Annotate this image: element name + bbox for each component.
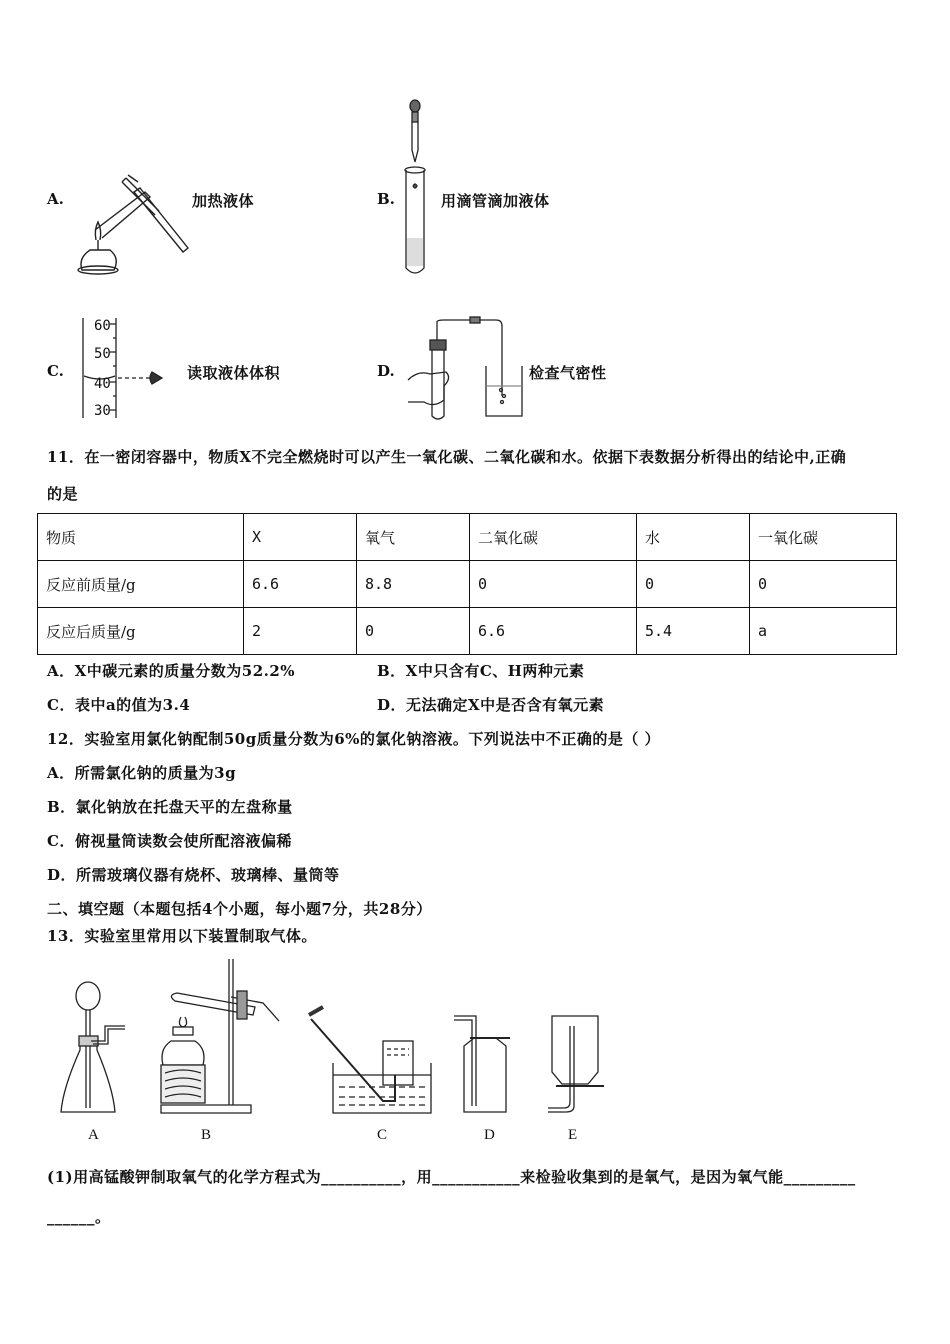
- apparatus-d-gas-bottle: [450, 1012, 520, 1117]
- cylinder-tick-40: 40: [94, 376, 111, 392]
- cylinder-tick-50: 50: [94, 346, 111, 362]
- apparatus-label-a: A: [88, 1127, 99, 1143]
- q11-option-d: D．无法确定X中是否含有氧元素: [377, 696, 605, 714]
- apparatus-a-flask: [55, 978, 135, 1118]
- table-header-row: [38, 514, 897, 561]
- table-header-cell: X: [244, 514, 357, 561]
- option-a-text: 加热液体: [192, 192, 255, 210]
- table-cell: 反应后质量/g: [38, 608, 244, 655]
- q13-part1-line2: ______。: [47, 1208, 111, 1226]
- table-header-cell: 物质: [38, 514, 244, 561]
- q13-part1-line1: (1)用高锰酸钾制取氧气的化学方程式为__________，用___________来检验收集到的是氧气，是因为氧气能_________: [47, 1168, 856, 1186]
- q11-option-b: B．X中只含有C、H两种元素: [377, 662, 585, 680]
- table-cell: 2: [244, 608, 357, 655]
- q12-option-d: D．所需玻璃仪器有烧杯、玻璃棒、量筒等: [47, 866, 340, 884]
- graduated-cylinder-illustration: [78, 316, 178, 420]
- table-row: [38, 561, 897, 608]
- mass-data-table: [37, 513, 897, 655]
- q12-option-c: C．俯视量筒读数会使所配溶液偏稀: [47, 832, 292, 850]
- heating-liquid-illustration: [70, 170, 195, 280]
- table-cell: 0: [637, 561, 750, 608]
- apparatus-e-inverted-bottle: [542, 1012, 612, 1117]
- dropper-test-tube-illustration: [398, 98, 438, 278]
- option-b-letter: B.: [377, 190, 395, 208]
- table-header-cell: 二氧化碳: [470, 514, 637, 561]
- option-a-letter: A.: [47, 190, 64, 208]
- cylinder-tick-60: 60: [94, 318, 111, 334]
- option-c-letter: C.: [47, 362, 64, 380]
- table-header-cell: 一氧化碳: [750, 514, 897, 561]
- option-d-text: 检查气密性: [529, 364, 607, 382]
- cylinder-tick-30: 30: [94, 403, 111, 419]
- table-cell: 0: [470, 561, 637, 608]
- table-cell: 6.6: [244, 561, 357, 608]
- q11-stem-line2: 的是: [47, 485, 79, 503]
- table-cell: 8.8: [357, 561, 470, 608]
- q11-stem-line1: 11．在一密闭容器中，物质X不完全燃烧时可以产生一氧化碳、二氧化碳和水。依据下表数据分析得出的结论中,正确: [47, 448, 847, 466]
- table-cell: 0: [357, 608, 470, 655]
- apparatus-label-c: C: [377, 1127, 388, 1143]
- table-cell: 0: [750, 561, 897, 608]
- option-b-text: 用滴管滴加液体: [441, 192, 550, 210]
- apparatus-b-heating: [155, 955, 285, 1117]
- table-header-cell: 水: [637, 514, 750, 561]
- table-cell: a: [750, 608, 897, 655]
- apparatus-label-d: D: [484, 1127, 495, 1143]
- table-cell: 反应前质量/g: [38, 561, 244, 608]
- airtightness-check-illustration: [404, 316, 529, 422]
- table-cell: 5.4: [637, 608, 750, 655]
- q12-option-a: A．所需氯化钠的质量为3g: [47, 764, 237, 782]
- apparatus-c-water-trough: [303, 1005, 438, 1117]
- table-cell: 6.6: [470, 608, 637, 655]
- option-d-letter: D.: [377, 362, 395, 380]
- q13-stem: 13．实验室里常用以下装置制取气体。: [47, 927, 317, 945]
- apparatus-label-b: B: [201, 1127, 212, 1143]
- q12-option-b: B．氯化钠放在托盘天平的左盘称量: [47, 798, 293, 816]
- q12-stem: 12．实验室用氯化钠配制50g质量分数为6%的氯化钠溶液。下列说法中不正确的是（ ）: [47, 730, 661, 748]
- table-header-cell: 氧气: [357, 514, 470, 561]
- q11-option-a: A．X中碳元素的质量分数为52.2%: [47, 662, 296, 680]
- q11-option-c: C．表中a的值为3.4: [47, 696, 191, 714]
- option-c-text: 读取液体体积: [187, 364, 281, 382]
- apparatus-label-e: E: [568, 1127, 578, 1143]
- table-row: [38, 608, 897, 655]
- section-heading: 二、填空题（本题包括4个小题，每小题7分，共28分）: [47, 900, 432, 918]
